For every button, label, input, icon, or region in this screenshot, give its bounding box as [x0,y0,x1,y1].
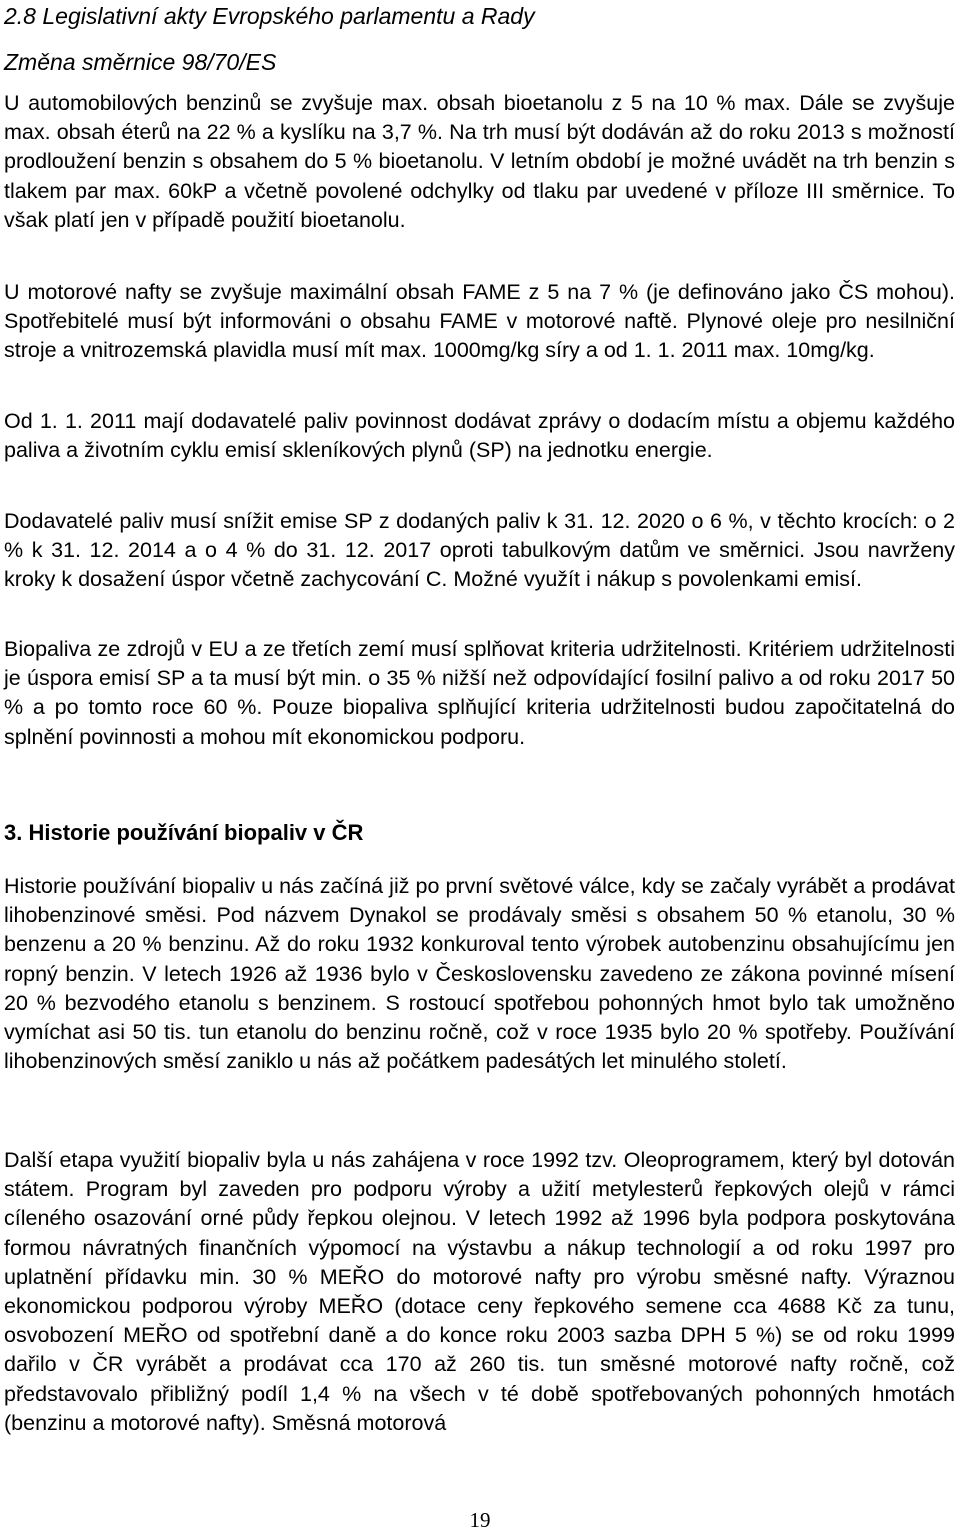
page-number: 19 [469,1508,491,1532]
paragraph-oleoprogram: Další etapa využití biopaliv byla u nás zahájena v roce 1992 tzv. Oleoprogramem, který byl dotován státem. Program byl zaveden pro podporu výroby a užití metylesterů řepkových olejů v rámci cíleného osazování orné půdy řepkou olejnou. V letech 1992 až 1996 byla podpora poskytována formou návratných finančních výpomocí na výstavbu a nákup technologií a od roku 1997 pro uplatnění přídavku min. 30 % MEŘO do motorové nafty pro výrobu směsné nafty. Výraznou ekonomickou podporou výroby MEŘO (dotace ceny řepkového semene cca 4688 Kč za tunu, osvobození MEŘO od spotřební daně a do konce roku 2003 sazba DPH 5 %) se od roku 1999 dařilo v ČR vyrábět a prodávat cca 170 až 260 tis. tun směsné motorové nafty ročně, což představovalo přibližný podíl 1,4 % na všech v té době spotřebovaných pohonných hmotách (benzinu a motorové nafty). Směsná motorová [4,1148,955,1435]
paragraph-reporting: Od 1. 1. 2011 mají dodavatelé paliv povinnost dodávat zprávy o dodacím místu a objemu každého paliva a životním cyklu emisí skleníkových plynů (SP) na jednotku energie. [4,409,955,463]
subheading: Změna směrnice 98/70/ES [4,49,277,75]
paragraph-emission-reduction: Dodavatelé paliv musí snížit emise SP z dodaných paliv k 31. 12. 2020 o 6 %, v těchto krocích: o 2 % k 31. 12. 2014 a o 4 % do 31. 12. 2017 oproti tabulkovým datům ve směrnici. Jsou navrženy kroky k dosažení úspor včetně zachycování C. Možné využít i nákup s povolenkami emisí. [4,509,955,592]
paragraph-history: Historie používání biopaliv u nás začíná již po první světové válce, kdy se začaly vyrábět a prodávat lihobenzinové směsi. Pod názvem Dynakol se prodávaly směsi s obsahem 50 % etanolu, 30 % benzenu a 20 % benzinu. Až do roku 1932 konkuroval tento výrobek autobenzinu obsahujícímu jen ropný benzin. V letech 1926 až 1936 bylo v Československu zavedeno ze zákona povinné mísení 20 % bezvodého etanolu s benzinem. S rostoucí spotřebou pohonných hmot bylo tak umožněno vymíchat asi 50 tis. tun etanolu do benzinu ročně, což v roce 1935 bylo 20 % spotřeby. Používání lihobenzinových směsí zaniklo u nás až počátkem padesátých let minulého století. [4,874,955,1074]
chapter-heading: 3. Historie používání biopaliv v ČR [4,820,364,845]
paragraph-diesel: U motorové nafty se zvyšuje maximální obsah FAME z 5 na 7 % (je definováno jako ČS mohou). Spotřebitelé musí být informováni o obsahu FAME v motorové naftě. Plynové oleje pro nesilniční stroje a vnitrozemská plavidla musí mít max. 1000mg/kg síry a od 1. 1. 2011 max. 10mg/kg. [4,280,955,363]
section-heading: 2.8 Legislativní akty Evropského parlamentu a Rady [4,3,535,29]
paragraph-sustainability: Biopaliva ze zdrojů v EU a ze třetích zemí musí splňovat kriteria udržitelnosti. Kritériem udržitelnosti je úspora emisí SP a ta musí být min. o 35 % nižší než odpovídající fosilní palivo a od roku 2017 50 % a po tomto roce 60 %. Pouze biopaliva splňující kriteria udržitelnosti budou započitatelná do splnění povinnosti a mohou mít ekonomickou podporu. [4,637,955,749]
paragraph-gasoline: U automobilových benzinů se zvyšuje max. obsah bioetanolu z 5 na 10 % max. Dále se zvyšuje max. obsah éterů na 22 % a kyslíku na 3,7 %. Na trh musí být dodáván až do roku 2013 s možností prodloužení benzin s obsahem do 5 % bioetanolu. V letním období je možné uvádět na trh benzin s tlakem par max. 60kP a včetně povolené odchylky od tlaku par uvedené v příloze III směrnice. To však platí jen v případě použití bioetanolu. [4,91,955,232]
